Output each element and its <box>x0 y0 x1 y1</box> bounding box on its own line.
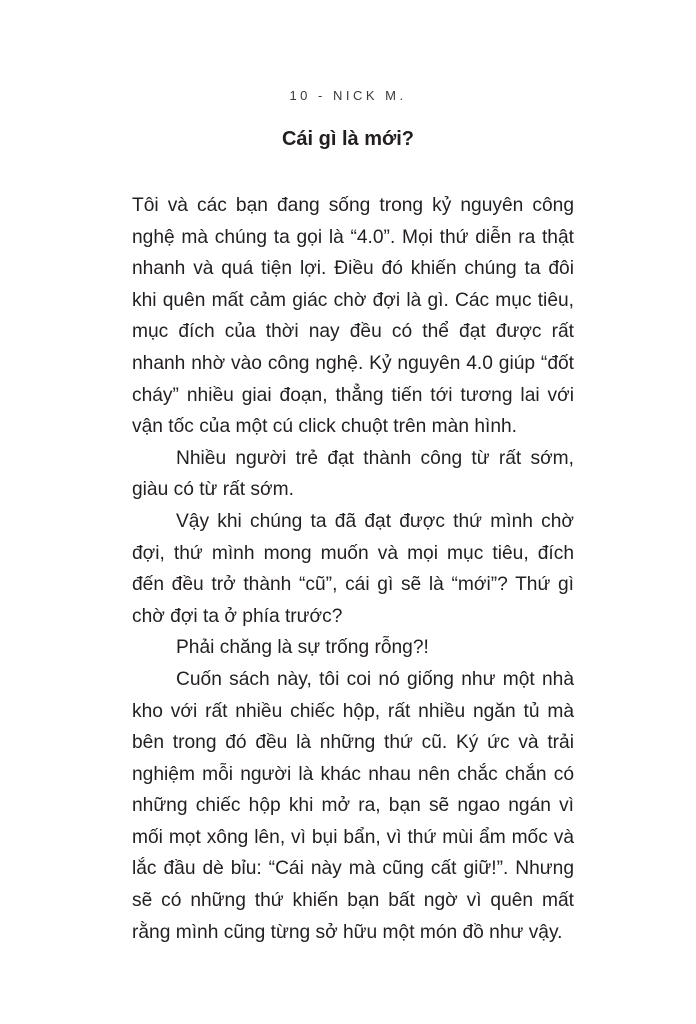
paragraph-4: Phải chăng là sự trống rỗng?! <box>176 637 429 659</box>
paragraph-2: Nhiều người trẻ đạt thành công từ rất sớm, giàu có từ rất sớm. <box>132 447 574 501</box>
paragraph-5: Cuốn sách này, tôi coi nó giống như một nhà kho với rất nhiều chiếc hộp, rất nhiều ngăn tủ mà bên trong đó đều là những thứ cũ. Ký ức và trải nghiệm mỗi người là khác nhau nên chắc chắn có những chiếc hộp khi mở ra, bạn sẽ ngao ngán vì mối mọt xông lên, vì bụi bẩn, vì thứ mùi ẩm mốc và lắc đầu dè bỉu: “Cái này mà cũng cất giữ!”. Nhưng sẽ có những thứ khiến bạn bất ngờ vì quên mất rằng mình cũng từng sở hữu một món đồ như vậy. <box>132 668 574 943</box>
section-title: Cái gì là mới? <box>281 128 415 150</box>
running-head: 10 - NICK M. <box>289 88 407 103</box>
paragraph-1: Tôi và các bạn đang sống trong kỷ nguyên công nghệ mà chúng ta gọi là “4.0”. Mọi thứ diễn ra thật nhanh và quá tiện lợi. Điều đó khiến chúng ta đôi khi quên mất cảm giác chờ đợi là gì. Các mục tiêu, mục đích của thời nay đều có thể đạt được rất nhanh nhờ vào công nghệ. Kỷ nguyên 4.0 giúp “đốt cháy” nhiều giai đoạn, thẳng tiến tới tương lai với vận tốc của một cú click chuột trên màn hình. <box>132 195 574 438</box>
paragraph-3: Vậy khi chúng ta đã đạt được thứ mình chờ đợi, thứ mình mong muốn và mọi mục tiêu, đích đến đều trở thành “cũ”, cái gì sẽ là “mới”? Thứ gì chờ đợi ta ở phía trước? <box>132 510 574 627</box>
body-text <box>132 190 574 948</box>
